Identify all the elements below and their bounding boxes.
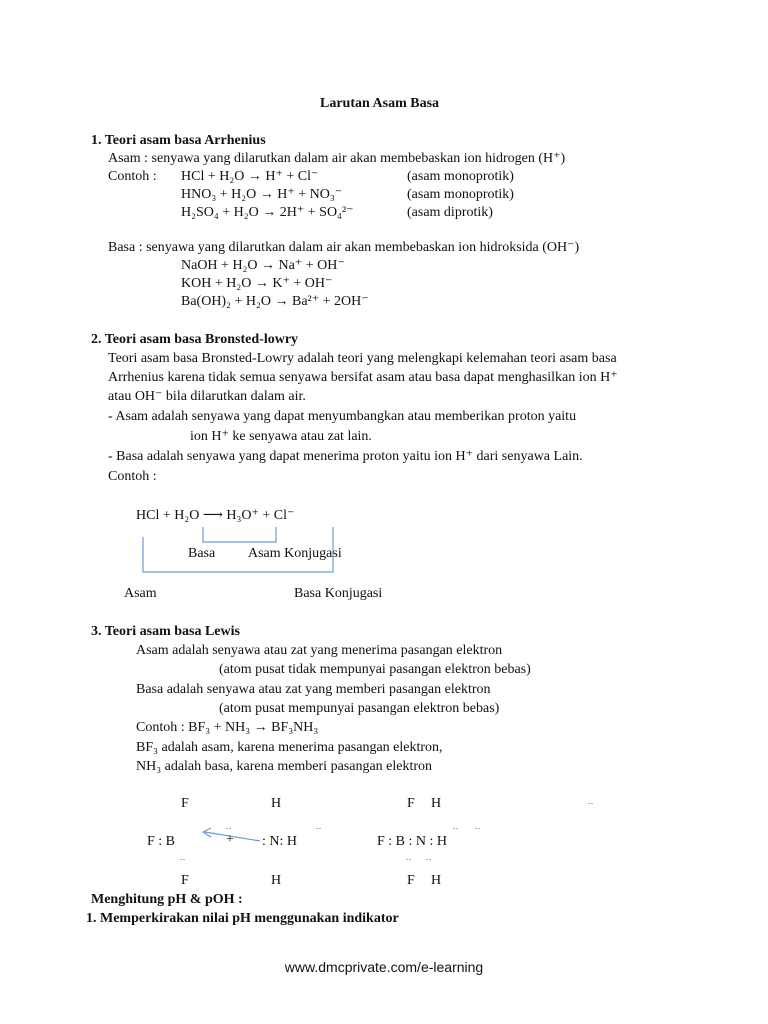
section1-basa-definition: Basa : senyawa yang dilarutkan dalam air akan membebaskan ion hidroksida (OH⁻) <box>108 240 580 255</box>
base-example-2: KOH + H₂O → K⁺ + OH⁻ <box>181 276 333 291</box>
acid-example-3: H₂SO₄ + H₂O → 2H⁺ + SO₄²⁻ <box>181 205 354 220</box>
lewis-top-f-right: F <box>407 796 415 811</box>
lewis-bf3: F : B <box>147 834 176 849</box>
lewis-top-h-left: H <box>271 796 282 811</box>
lone-pair-dots: .. <box>180 853 186 862</box>
section1-heading: 1. Teori asam basa Arrhenius <box>91 133 266 148</box>
lewis-bottom-h-left: H <box>271 873 282 888</box>
lone-pair-dots: .. <box>453 822 459 831</box>
base-example-1: NaOH + H₂O → Na⁺ + OH⁻ <box>181 258 345 273</box>
section2-paragraph-line-2: Arrhenius karena tidak semua senyawa bersifat asam atau basa dapat menghasilkan ion H⁺ <box>108 370 618 385</box>
section2-bullet-1-continued: ion H⁺ ke senyawa atau zat lain. <box>190 429 372 444</box>
section1-contoh-label: Contoh : <box>108 169 157 184</box>
lewis-bottom-f-right: F <box>407 873 415 888</box>
lewis-bf3nh3: F : B : N : H <box>377 834 448 849</box>
label-asam: Asam <box>124 586 157 601</box>
acid-example-2: HNO₃ + H₂O → H⁺ + NO₃⁻ <box>181 187 343 202</box>
section1-asam-definition: Asam : senyawa yang dilarutkan dalam air akan membebaskan ion hidrogen (H⁺) <box>108 151 566 166</box>
bracket-asam-basa-konjugasi <box>143 527 333 572</box>
section3-bf3-line: BF₃ adalah asam, karena menerima pasangan elektron, <box>136 740 443 755</box>
section3-asam-definition: Asam adalah senyawa atau zat yang menerima pasangan elektron <box>136 643 503 658</box>
section3-basa-note: (atom pusat mempunyai pasangan elektron bebas) <box>219 701 500 716</box>
section2-bullet-2: - Basa adalah senyawa yang dapat menerima proton yaitu ion H⁺ dari senyawa Lain. <box>108 449 583 464</box>
acid-example-1: HCl + H₂O → H⁺ + Cl⁻ <box>181 169 319 184</box>
label-basa: Basa <box>188 546 216 561</box>
footer-url[interactable]: www.dmcprivate.com/e-learning <box>284 959 484 975</box>
lone-pair-dots: .. <box>475 822 481 831</box>
section2-heading: 2. Teori asam basa Bronsted-lowry <box>91 332 299 347</box>
label-basa-konjugasi: Basa Konjugasi <box>294 586 383 601</box>
lone-pair-dots: .. <box>316 822 322 831</box>
lone-pair-dots: .. <box>588 797 594 806</box>
lone-pair-dots: .. <box>406 853 412 862</box>
menghitung-heading: Menghitung pH & pOH : <box>91 892 243 907</box>
section3-asam-note: (atom pusat tidak mempunyai pasangan elektron bebas) <box>219 662 531 677</box>
lewis-nh3: : N: H <box>262 834 297 849</box>
acid-example-1-note: (asam monoprotik) <box>407 169 514 184</box>
section3-nh3-line: NH₃ adalah basa, karena memberi pasangan elektron <box>136 759 433 774</box>
page-title: Larutan Asam Basa <box>320 96 440 111</box>
acid-example-3-note: (asam diprotik) <box>407 205 493 220</box>
lewis-top-h-right: H <box>431 796 442 811</box>
lone-pair-dots: .. <box>226 822 232 831</box>
section2-paragraph-line-1: Teori asam basa Bronsted-Lowry adalah teori yang melengkapi kelemahan teori asam basa <box>108 351 617 366</box>
lone-pair-dots: .. <box>426 853 432 862</box>
menghitung-item-1: 1. Memperkirakan nilai pH menggunakan indikator <box>86 911 399 926</box>
lewis-bottom-h-right: H <box>431 873 442 888</box>
base-example-3: Ba(OH)₂ + H₂O → Ba²⁺ + 2OH⁻ <box>181 294 369 309</box>
label-asam-konjugasi: Asam Konjugasi <box>248 546 342 561</box>
section2-contoh-label: Contoh : <box>108 469 157 484</box>
section3-basa-definition: Basa adalah senyawa atau zat yang memberi pasangan elektron <box>136 682 491 697</box>
lewis-bottom-f-left: F <box>181 873 189 888</box>
lewis-plus: + <box>226 832 234 847</box>
lewis-top-f-left: F <box>181 796 189 811</box>
section3-contoh: Contoh : BF₃ + NH₃ → BF₃NH₃ <box>136 720 319 735</box>
acid-example-2-note: (asam monoprotik) <box>407 187 514 202</box>
section2-paragraph-line-3: atau OH⁻ bila dilarutkan dalam air. <box>108 389 306 404</box>
section2-bullet-1: - Asam adalah senyawa yang dapat menyumbangkan atau memberikan proton yaitu <box>108 409 577 424</box>
section3-heading: 3. Teori asam basa Lewis <box>91 624 240 639</box>
bracket-basa-asam-konjugasi <box>203 527 276 542</box>
bronsted-equation: HCl + H₂O ⟶ H₃O⁺ + Cl⁻ <box>136 508 295 523</box>
